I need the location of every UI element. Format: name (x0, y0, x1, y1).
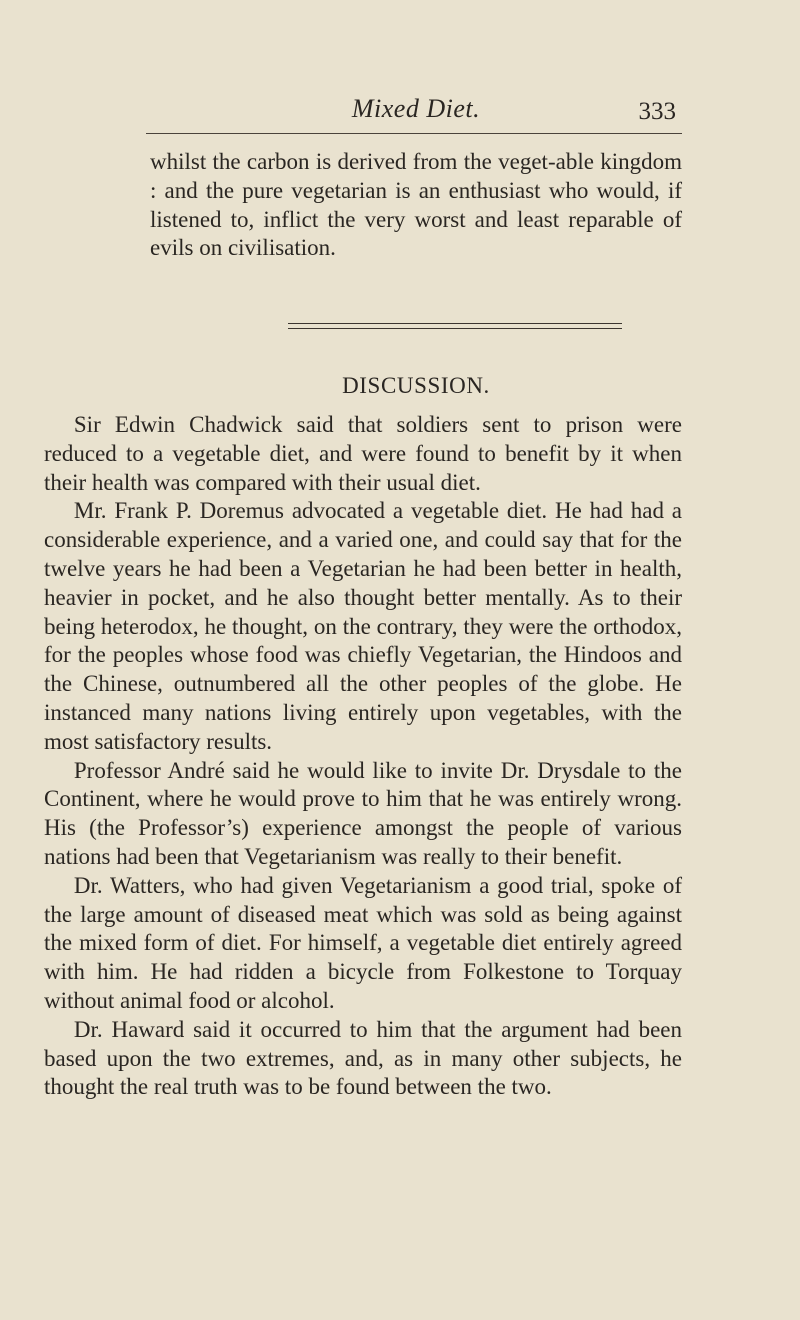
section-divider (288, 323, 622, 329)
header-rule (146, 133, 682, 134)
discussion-paragraph: Mr. Frank P. Doremus advocated a vegetable diet. He had had a considerable experience, and a varied one, and could say that for the twelve years he had been a Vegetarian he had been better in health, heavier in pocket, and he also thought better mentally. As to their being heterodox, he thought, on the contrary, they were the orthodox, for the peoples whose food was chiefly Vegetarian, the Hindoos and the Chinese, outnumbered all the other peoples of the globe. He instanced many nations living entirely upon vegetables, with the most satisfactory results. (44, 498, 682, 754)
page-header (150, 92, 682, 132)
opening-text (150, 148, 682, 263)
running-title: Mixed Diet. (351, 94, 481, 123)
discussion-paragraph: Sir Edwin Chadwick said that soldiers sent to prison were reduced to a vegetable diet, and were found to benefit by it when their health was compared with their usual diet. (44, 412, 682, 495)
discussion-paragraph: Dr. Haward said it occurred to him that the argument had been based upon the two extremes, and, as in many other subjects, he thought the real truth was to be found between the two. (44, 1016, 682, 1100)
page-number: 333 (638, 98, 676, 125)
section-heading: DISCUSSION. (342, 373, 490, 398)
discussion-paragraph: Professor André said he would like to invite Dr. Drysdale to the Continent, where he would prove to him that he was entirely wrong. His (the Professor’s) experience amongst the people of various nations had been that Vegetarianism was really to their benefit. (44, 757, 682, 869)
discussion-body (44, 411, 682, 1102)
discussion-paragraph: Dr. Watters, who had given Vegetarianism a good trial, spoke of the large amount of diseased meat which was sold as being against the mixed form of diet. For himself, a vegetable diet entirely agreed with him. He had ridden a bicycle from Folkestone to Torquay without animal food or alcohol. (44, 872, 682, 1013)
opening-paragraph: whilst the carbon is derived from the veget-able kingdom : and the pure vegetarian is an enthusiast who would, if listened to, inflict the very worst and least reparable of evils on civilisation. (150, 149, 682, 261)
